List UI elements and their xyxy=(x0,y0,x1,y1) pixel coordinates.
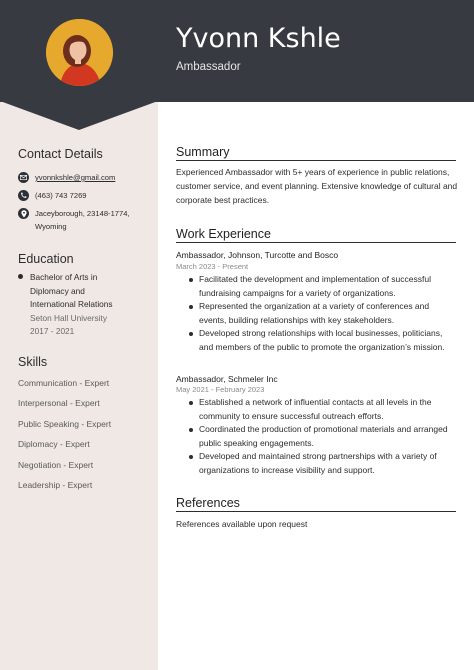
location-icon xyxy=(18,208,29,219)
education-years: 2017 - 2021 xyxy=(30,326,75,336)
summary-divider xyxy=(176,160,456,161)
address-line-2: Wyoming xyxy=(35,222,67,231)
skill-item: Diplomacy - Expert xyxy=(18,439,90,449)
references-text: References available upon request xyxy=(176,519,308,529)
contact-heading: Contact Details xyxy=(18,147,103,161)
skill-item: Interpersonal - Expert xyxy=(18,398,100,408)
degree-line-3: International Relations xyxy=(30,299,113,309)
job-bullets xyxy=(188,273,458,354)
education-heading: Education xyxy=(18,252,74,266)
phone-number: (463) 743 7269 xyxy=(35,191,87,200)
address-line-1: Jaceyborough, 23148-1774, xyxy=(35,209,130,218)
skills-heading: Skills xyxy=(18,355,48,369)
references-divider xyxy=(176,511,456,512)
candidate-title: Ambassador xyxy=(176,61,241,73)
school-name: Seton Hall University xyxy=(30,312,108,323)
address xyxy=(35,207,130,233)
profile-photo xyxy=(46,19,113,86)
contact-phone-row xyxy=(18,190,87,202)
email-icon xyxy=(18,172,29,183)
summary-text: Experienced Ambassador with 5+ years of experience in public relations, customer service, and event planning. Extensive knowledge of cultural and corporate best practices. xyxy=(176,167,458,205)
job-dates: May 2021 - February 2023 xyxy=(176,385,265,394)
experience-heading: Work Experience xyxy=(176,227,271,241)
job-dates: March 2023 - Present xyxy=(176,262,249,271)
header-chevron xyxy=(0,101,158,131)
avatar xyxy=(46,19,113,86)
degree-line-2: Diplomacy and xyxy=(30,285,85,296)
skill-item: Leadership - Expert xyxy=(18,480,93,490)
skill-item: Public Speaking - Expert xyxy=(18,419,112,429)
experience-divider xyxy=(176,242,456,243)
education-bullet xyxy=(18,274,23,279)
candidate-name: Yvonn Kshle xyxy=(176,23,341,54)
job-title: Ambassador, Johnson, Turcotte and Bosco xyxy=(176,250,339,260)
references-heading: References xyxy=(176,496,240,510)
phone-icon xyxy=(18,190,29,201)
degree-line-1: Bachelor of Arts in xyxy=(30,272,98,282)
summary-heading: Summary xyxy=(176,145,230,159)
list-item: Represented the organization at a variety of conferences and events, building relationships with key stakeholders. xyxy=(188,300,458,327)
list-item: Established a network of influential contacts at all levels in the community to ensure successful outreach efforts. xyxy=(188,396,458,423)
list-item: Developed strong relationships with local businesses, politicians, and members of the public to promote the organization’s mission. xyxy=(188,327,458,354)
email-link[interactable]: yvonnkshle@gmail.com xyxy=(35,173,116,182)
skill-item: Negotiation - Expert xyxy=(18,460,94,470)
job-bullets xyxy=(188,396,458,477)
list-item: Developed and maintained strong partnerships with a variety of organizations to increase visibility and support. xyxy=(188,450,458,477)
education-entry xyxy=(18,271,113,339)
list-item: Facilitated the development and implementation of successful fundraising campaigns for a variety of organizations. xyxy=(188,273,458,300)
list-item: Coordinated the production of promotional materials and arranged public speaking engagements. xyxy=(188,423,458,450)
contact-address-row xyxy=(18,208,130,233)
skill-item: Communication - Expert xyxy=(18,378,110,388)
job-title: Ambassador, Schmeler Inc xyxy=(176,374,278,384)
contact-email-row xyxy=(18,172,115,184)
